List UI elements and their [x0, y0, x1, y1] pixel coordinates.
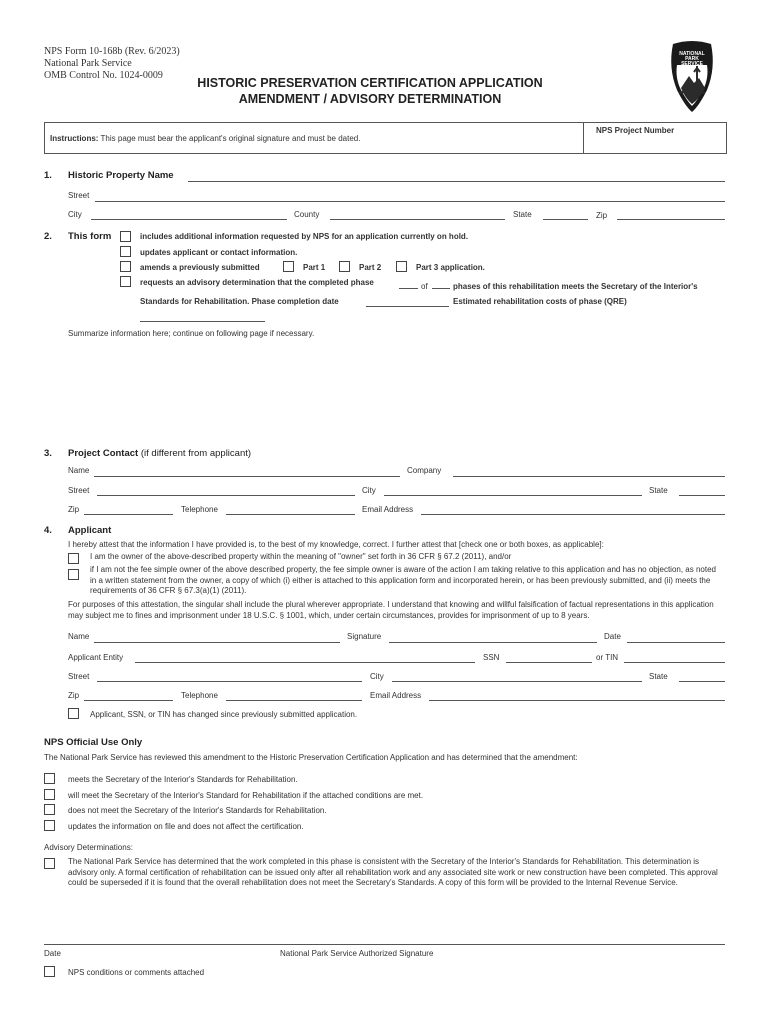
nps-arrowhead-logo	[667, 38, 717, 114]
applicant-city-label: City	[370, 672, 384, 681]
applicant-name-label: Name	[68, 632, 90, 641]
option-amends-previous: amends a previously submitted	[140, 263, 260, 272]
or-tin-label: or TIN	[596, 653, 619, 662]
not-owner-statement: if I am not the fee simple owner of the above described property, the fee simple owner is aware of the action I am taking relative to this application and has no objection, as noted in a written statement from the owner, a copy of which (i) either is attached to this application form and incorporated herein, or has been previously submitted, and (ii) meets the requirements of 36 CFR § 67.3(a)(1) (2011).	[90, 565, 716, 595]
logo-text-2: PARK	[685, 56, 699, 62]
official-signature-line[interactable]	[44, 944, 725, 945]
official-use-title: NPS Official Use Only	[44, 737, 143, 748]
estimated-costs-label: Estimated rehabilitation costs of phase (QRE)	[453, 297, 627, 306]
city-label: City	[68, 210, 82, 219]
arrowhead-icon	[667, 38, 717, 114]
attestation-intro: I hereby attest that the information I have provided is, to the best of my knowledge, correct. I further attest that [check one or both boxes, as applicable]:	[68, 540, 604, 549]
applicant-state-field[interactable]	[679, 681, 725, 682]
applicant-street-field[interactable]	[97, 681, 362, 682]
checkbox-update-contact[interactable]	[120, 246, 131, 257]
option-advisory-continued: phases of this rehabilitation meets the Secretary of the Interior's	[453, 282, 698, 291]
contact-street-label: Street	[68, 486, 90, 495]
falsification-statement: For purposes of this attestation, the singular shall include the plural wherever appropriate. I understand that knowing and willful falsification of factual representations in this application may subject me to fines and imprisonment under 18 U.S.C. § 1001, which, under certain circumstances, provides for imprisonment of up to 8 years.	[68, 600, 714, 620]
contact-telephone-field[interactable]	[226, 514, 355, 515]
contact-name-label: Name	[68, 466, 90, 475]
property-street-field[interactable]	[95, 201, 725, 202]
checkbox-part3[interactable]	[396, 261, 407, 272]
advisory-determinations-label: Advisory Determinations:	[44, 843, 133, 852]
section-1-number: 1.	[44, 170, 52, 181]
applicant-signature-label: Signature	[347, 632, 382, 641]
contact-state-field[interactable]	[679, 495, 725, 496]
agency-name: National Park Service	[44, 58, 132, 69]
phase-completion-date-field[interactable]	[366, 306, 449, 307]
applicant-signature-field[interactable]	[389, 642, 597, 643]
contact-city-field[interactable]	[384, 495, 642, 496]
contact-telephone-label: Telephone	[181, 505, 218, 514]
checkbox-additional-info[interactable]	[120, 231, 131, 242]
contact-street-field[interactable]	[97, 495, 355, 496]
applicant-email-label: Email Address	[370, 691, 422, 700]
zip-label: Zip	[596, 211, 608, 220]
project-contact-note: (if different from applicant)	[138, 448, 252, 459]
checkbox-advisory-determination[interactable]	[120, 276, 131, 287]
logo-text-1: NATIONAL	[679, 51, 705, 57]
will-meet-standards-label: will meet the Secretary of the Interior's Standard for Rehabilitation if the attached conditions are met.	[68, 791, 424, 800]
section-4-title: Applicant	[68, 525, 112, 536]
applicant-date-label: Date	[604, 632, 621, 641]
contact-email-field[interactable]	[421, 514, 725, 515]
option-additional-info: includes additional information requested by NPS for an application currently on hold.	[140, 232, 469, 241]
estimated-costs-field[interactable]	[140, 321, 265, 322]
applicant-changed-label: Applicant, SSN, or TIN has changed since previously submitted application.	[90, 710, 358, 719]
checkbox-conditions-attached[interactable]	[44, 966, 55, 977]
checkbox-advisory-consistent[interactable]	[44, 858, 55, 869]
checkbox-not-owner[interactable]	[68, 569, 79, 580]
checkbox-owner[interactable]	[68, 553, 79, 564]
part3-label: Part 3 application.	[416, 263, 485, 272]
contact-zip-label: Zip	[68, 505, 80, 514]
form-title-line2: AMENDMENT / ADVISORY DETERMINATION	[238, 92, 502, 106]
ssn-field[interactable]	[506, 662, 592, 663]
checkbox-amends-previous[interactable]	[120, 261, 131, 272]
checkbox-will-meet-standards[interactable]	[44, 789, 55, 800]
section-3-title	[68, 448, 251, 459]
instructions-label: Instructions:	[50, 134, 99, 143]
summary-text-area[interactable]	[68, 342, 725, 440]
section-2-number: 2.	[44, 231, 52, 242]
applicant-zip-label: Zip	[68, 691, 80, 700]
conditions-attached-label: NPS conditions or comments attached	[68, 968, 205, 977]
summary-instructions: Summarize information here; continue on following page if necessary.	[68, 329, 315, 338]
applicant-state-label: State	[649, 672, 668, 681]
contact-city-label: City	[362, 486, 376, 495]
contact-company-label: Company	[407, 466, 442, 475]
property-city-field[interactable]	[91, 219, 287, 220]
option-advisory-determination: requests an advisory determination that the completed phase	[140, 278, 374, 287]
section-4-number: 4.	[44, 525, 52, 536]
official-signature-label: National Park Service Authorized Signature	[280, 949, 434, 958]
section-2-title: This form	[68, 231, 112, 242]
applicant-street-label: Street	[68, 672, 90, 681]
state-label: State	[513, 210, 532, 219]
applicant-city-field[interactable]	[392, 681, 642, 682]
logo-text-3: SERVICE	[681, 61, 703, 67]
applicant-email-field[interactable]	[429, 700, 725, 701]
updates-information-label: updates the information on file and does not affect the certification.	[68, 822, 304, 831]
official-use-intro: The National Park Service has reviewed this amendment to the Historic Preservation Certification Application and has determined that the amendment:	[44, 753, 578, 762]
property-zip-field[interactable]	[617, 219, 725, 220]
project-contact-title: Project Contact	[68, 448, 139, 459]
section-1-title: Historic Property Name	[68, 170, 174, 181]
contact-company-field[interactable]	[453, 476, 725, 477]
property-state-field[interactable]	[543, 219, 588, 220]
total-phases-field[interactable]	[432, 288, 450, 289]
checkbox-meets-standards[interactable]	[44, 773, 55, 784]
form-number: NPS Form 10-168b (Rev. 6/2023)	[44, 46, 180, 57]
section-3-number: 3.	[44, 448, 52, 459]
applicant-name-field[interactable]	[94, 642, 340, 643]
applicant-entity-field[interactable]	[135, 662, 475, 663]
owner-statement: I am the owner of the above-described property within the meaning of "owner" set forth in 36 CFR § 67.2 (2011), and/or	[90, 552, 512, 561]
official-date-label: Date	[44, 949, 61, 958]
phase-completion-label: Standards for Rehabilitation. Phase completion date	[140, 297, 339, 306]
county-label: County	[294, 210, 320, 219]
of-label: of	[421, 282, 428, 291]
applicant-telephone-label: Telephone	[181, 691, 218, 700]
completed-phase-field[interactable]	[399, 288, 418, 289]
does-not-meet-label: does not meet the Secretary of the Interior's Standards for Rehabilitation.	[68, 806, 327, 815]
street-label: Street	[68, 191, 90, 200]
checkbox-applicant-changed[interactable]	[68, 708, 79, 719]
omb-control-number: OMB Control No. 1024-0009	[44, 70, 163, 81]
part1-label: Part 1	[303, 263, 326, 272]
nps-project-number-label: NPS Project Number	[596, 126, 675, 135]
applicant-entity-label: Applicant Entity	[68, 653, 124, 662]
checkbox-part1[interactable]	[283, 261, 294, 272]
tin-field[interactable]	[624, 662, 725, 663]
part2-label: Part 2	[359, 263, 382, 272]
contact-email-label: Email Address	[362, 505, 414, 514]
contact-zip-field[interactable]	[84, 514, 173, 515]
ssn-label: SSN	[483, 653, 500, 662]
applicant-zip-field[interactable]	[84, 700, 173, 701]
applicant-date-field[interactable]	[627, 642, 725, 643]
option-update-contact: updates applicant or contact information.	[140, 248, 298, 257]
checkbox-updates-information[interactable]	[44, 820, 55, 831]
contact-name-field[interactable]	[94, 476, 400, 477]
property-county-field[interactable]	[330, 219, 505, 220]
checkbox-part2[interactable]	[339, 261, 350, 272]
applicant-telephone-field[interactable]	[226, 700, 362, 701]
contact-state-label: State	[649, 486, 668, 495]
property-name-field[interactable]	[188, 181, 725, 182]
instructions-text	[50, 134, 360, 143]
meets-standards-label: meets the Secretary of the Interior's Standards for Rehabilitation.	[68, 775, 298, 784]
form-title-line1: HISTORIC PRESERVATION CERTIFICATION APPLICATION	[197, 76, 543, 90]
instructions-body: This page must bear the applicant's original signature and must be dated.	[98, 134, 361, 143]
checkbox-does-not-meet[interactable]	[44, 804, 55, 815]
advisory-determination-text: The National Park Service has determined that the work completed in this phase is consistent with the Secretary of the Interior's Standards for Rehabilitation. This determination is advisory only. A formal certification of rehabilitation can be issued only after all rehabilitation work and any associated site work or new construction have been completed. This approval could be superseded if it is found that the overall rehabilitation does not meet the Secretary's Standards. A copy of this form will be provided to the Internal Revenue Service.	[68, 857, 718, 887]
